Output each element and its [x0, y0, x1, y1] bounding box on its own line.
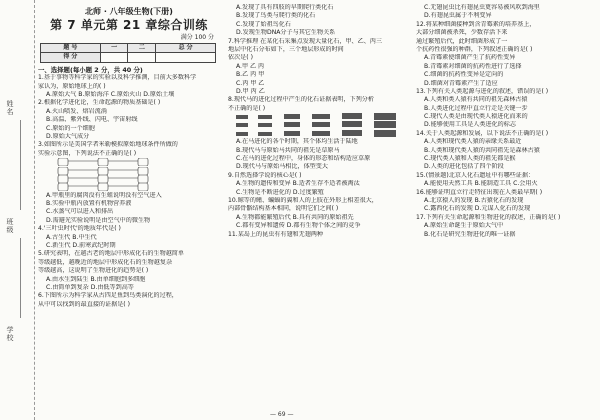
question-line: B.实验中瓶内放置有机物营养液 — [46, 200, 132, 208]
question-line: A.由水生到陆生 B.由单细胞到多细胞 — [46, 275, 146, 283]
question-line: A.原始大气 B.原始海洋 C.原始火山 D.原始土壤 — [46, 90, 175, 98]
question-line: A.北京猿人的发现 B.古猿化石的发现 — [424, 196, 524, 204]
question-line: B.现代马与原始马共同的祖先是草原马 — [236, 146, 340, 154]
question-line: 家认为，原始地球上的( ) — [38, 82, 106, 90]
question-line: C.现代人类是由现代类人猿进化而来的 — [424, 113, 528, 121]
question-line: A.生物的遗传和变异 B.适者生存不适者被淘汰 — [236, 180, 360, 188]
question-line: 7.科学推理 在某化石采集点发现大量化石，甲、乙、丙三 — [228, 37, 383, 45]
question-line: 2.根据化学进化论，生命起源的物质基础是( ) — [38, 99, 161, 107]
margin-label-name: 姓名 — [6, 100, 14, 116]
question-line: 通过繁殖后代，此时细菌形成了一 — [416, 37, 508, 45]
column-1-lines — [38, 74, 220, 309]
question-line: A.火山喷发、熔岩流淌 — [46, 107, 107, 115]
column-2-lines — [228, 4, 408, 239]
question-line: A.人类和现代类人猿的亲缘关系最近 — [424, 138, 522, 146]
column-3 — [416, 4, 596, 239]
question-line: C.由简单到复杂 D.由低等到高等 — [46, 283, 134, 291]
question-line: 12.将某种细菌接种到含青霉素的培养基上， — [416, 20, 536, 28]
question-line: C.丙 甲 乙 — [236, 79, 265, 87]
lab-apparatus-figure — [38, 175, 220, 183]
score-note: 满分 100 分 — [180, 34, 214, 41]
question-line: C.生物是不断进化的 D.过度繁殖 — [236, 188, 324, 196]
question-line: 16.能够证明直立行走特征出现在人类最早期( ) — [416, 188, 543, 196]
question-line: A.古生代 B.中生代 — [46, 233, 97, 241]
question-line: C.原始的一个细胞 — [46, 124, 95, 132]
question-line: 内部骨骼结构基本相同，说明它们之间( ) — [228, 205, 339, 213]
question-line: A.在马进化的各个时期，其个体均生活于陆地 — [236, 138, 358, 146]
question-line: 等级越高，这说明了生物进化的趋势是( ) — [38, 267, 149, 275]
question-line: D.发现生物DNA分子与其它生物关系 — [236, 29, 336, 37]
question-line: 5.研究表明，在越古老的地层中形成化石的生物越简单 — [38, 250, 184, 258]
lab-apparatus-figure — [38, 183, 220, 191]
question-line: A.人类和类人猿有共同的祖先森林古猿 — [424, 96, 528, 104]
question-line: 依次是( ) — [228, 54, 253, 62]
question-line: 地层中化石分布如下，三个地层形成的时间 — [228, 45, 344, 53]
question-line: D.现代马与原始马相比，体型变大 — [236, 163, 328, 171]
question-line: 等级越低，越晚近的地层中形成化石的生物越复杂 — [38, 258, 173, 266]
question-line: C.现代类人猿和人类的祖先都是猴 — [424, 155, 516, 163]
question-line: D.甲 丙 乙 — [236, 87, 265, 95]
question-line: B.乙 丙 甲 — [236, 71, 265, 79]
score-input-cell[interactable] — [100, 53, 128, 62]
question-line: B.发现了鸟类与爬行类的化石 — [236, 12, 316, 20]
question-line: 8.现代马的进化过程中产生的化石证据表明，下列分析 — [228, 96, 374, 104]
lab-apparatus-figure — [38, 167, 220, 175]
page-title: 第 7 单元第 21 章综合训练 — [50, 18, 208, 32]
page-number: — 69 — — [270, 411, 294, 418]
question-line: C.水蒸气可以进入和排出 — [46, 208, 114, 216]
question-line: C.在马的进化过程中，身体的形态和结构适应草原 — [236, 155, 371, 163]
question-line: C.发现了始祖鸟化石 — [236, 20, 291, 28]
lab-apparatus-figure — [38, 158, 220, 166]
section-heading: 一、选择题(每小题 2 分，共 40 分) — [38, 65, 143, 74]
question-line: 1.基于事物等科学家的实验以及科学推测，目前大多数科学 — [38, 74, 197, 82]
question-line: C.新生代 D.前寒武纪时期 — [46, 242, 116, 250]
question-line: C.都有变异和遗传 D.都有生物个体之间的竞争 — [236, 222, 361, 230]
question-line: A.甲瓶里的腐肉没有生蛆说明没有空气进入 — [46, 191, 162, 199]
column-1 — [38, 4, 220, 309]
score-input-cell[interactable] — [128, 53, 156, 62]
question-line: D.原始大气成分 — [46, 132, 90, 140]
question-line: A.原始生命诞生于原始大气中 — [424, 222, 504, 230]
score-header-cell: 题 号 — [41, 44, 101, 53]
score-header-cell: 总 分 — [156, 44, 216, 53]
margin-line — [20, 120, 21, 210]
question-line: 10.鲸等的鳍、蝙蝠的翼和人的上肢在外形上相差很大， — [228, 196, 378, 204]
horse-evolution-figure — [228, 130, 408, 138]
binding-margin — [0, 0, 35, 420]
horse-evolution-figure — [228, 113, 408, 121]
horse-evolution-figure — [228, 121, 408, 129]
question-line: C.细菌的抗药性变异是定向的 — [424, 71, 504, 79]
question-line: 15.(情景题)北京人化石遗址中有哪些证据： — [416, 171, 535, 179]
question-line: 个抗药性很强的种群，下列叙述正确的是( ) — [416, 45, 533, 53]
score-input-cell[interactable] — [156, 53, 216, 62]
question-line: 13.下列有关人类起源与进化的叙述，错误的是( ) — [416, 87, 549, 95]
question-line: A.甲 乙 丙 — [236, 62, 265, 70]
question-line: A.生物都能繁殖后代 B.具有共同的原始祖先 — [236, 213, 354, 221]
margin-label-school: 学校 — [6, 326, 14, 342]
question-line: B.高温、紫外线、闪电、宇宙射线 — [46, 116, 138, 124]
question-line: 实验示意图，下列说法不正确的是( ) — [38, 149, 137, 157]
question-line: C.无翅昆虫比有翅昆虫更容易被风吹到海里 — [424, 4, 540, 11]
question-line: 17.下列有关生命起源和生物进化的叙述，正确的是( ) — [416, 213, 561, 221]
question-line: D.有翅昆虫属于不利变异 — [424, 12, 492, 20]
question-line: B.人类和现代类人猿的共同祖先是森林古猿 — [424, 146, 540, 154]
question-line: A.发现了具有四肢的早期爬行类化石 — [236, 4, 334, 11]
question-line: A.青霉素使细菌产生了抗药性变异 — [424, 54, 516, 62]
question-line: D.能够使用工具是人类进化的标志 — [424, 121, 516, 129]
score-row-label: 得 分 — [41, 53, 101, 62]
margin-line — [20, 238, 21, 318]
score-header-cell: 一 — [100, 44, 128, 53]
question-line: B.化石是研究生物进化的唯一证据 — [424, 230, 516, 238]
question-line: C.露西化石的发现 D.元谋人化石的发现 — [424, 205, 531, 213]
question-line: 3.如图所示是美国学者米勒模拟原始地球条件所做的 — [38, 141, 178, 149]
question-line: 不正确的是( ) — [228, 104, 266, 112]
question-line: B.青霉素对细菌的抗药性进行了选择 — [424, 62, 522, 70]
question-line: 11.某岛上的昆虫有有翅和无翅两种 — [228, 230, 324, 238]
question-line: 4.'三叶虫时代'的地质年代是( ) — [38, 225, 121, 233]
question-line: 6.下图所示为科学家从古四足鱼到鸟类演化的过程， — [38, 292, 178, 300]
score-header-cell: 二 — [128, 44, 156, 53]
question-line: D.需避光实验说明是由空气中的微生物 — [46, 216, 151, 224]
question-line: D.细菌对青霉素产生了适应 — [424, 79, 498, 87]
question-line: 9.自然选择学说的核心是( ) — [228, 171, 302, 179]
column-3-lines — [416, 4, 596, 239]
question-line: 14.关于人类起源和发展，以下说法不正确的是( ) — [416, 129, 549, 137]
margin-label-class: 班级 — [6, 218, 14, 234]
column-2 — [228, 4, 408, 239]
series-title: 北师 · 八年级生物(下册) — [85, 7, 173, 16]
question-line: A.能使用天然工具 B.能制造工具 C.会用火 — [424, 180, 538, 188]
question-line: D.人类的进化包括了四个阶段 — [424, 163, 504, 171]
score-table — [40, 43, 216, 63]
question-line: 大部分细菌被杀死，少数存活下来 — [416, 29, 508, 37]
question-line: B.人类进化过程中直立行走是关键一步 — [424, 104, 528, 112]
question-line: 从中可以找到的最直接的证据是( ) — [38, 300, 131, 308]
